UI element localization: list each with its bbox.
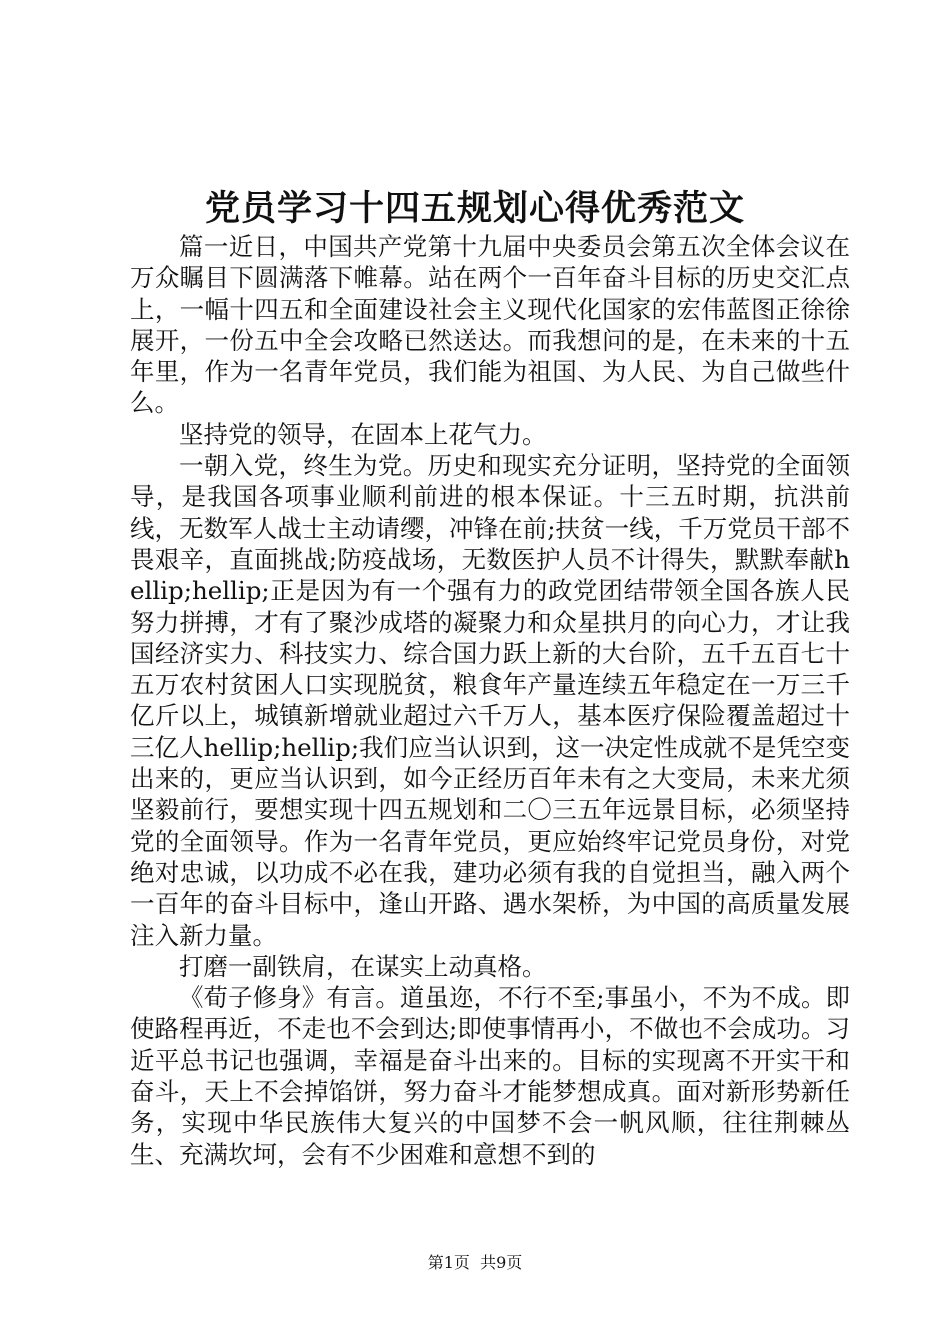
paragraph-heading-shoulders: 打磨一副铁肩，在谋实上动真格。 [179,951,547,981]
document-title: 党员学习十四五规划心得优秀范文 [204,188,745,229]
paragraph-intro: 篇一近日，中国共产党第十九届中央委员会第五次全体会议在万众瞩目下圆满落下帷幕。站在两个一百年奋斗目标的历史交汇点上，一幅十四五和全面建设社会主义现代化国家的宏伟蓝图正徐徐展开，一份五中全会攻略已然送达。而我想问的是，在未来的十五年里，作为一名青年党员，我们能为祖国、为人民、为自己做些什么。 [130,232,850,418]
document-body [130,231,850,1170]
paragraph-leadership: 一朝入党，终生为党。历史和现实充分证明，坚持党的全面领导，是我国各项事业顺利前进的根本保证。十三五时期，抗洪前线，无数军人战士主动请缨，冲锋在前;扶贫一线，千万党员干部不畏艰辛，直面挑战;防疫战场，无数医护人员不计得失，默默奉献hellip;hellip;正是因为有一个强有力的政党团结带领全国各族人民努力拼搏，才有了聚沙成塔的凝聚力和众星拱月的向心力，才让我国经济实力、科技实力、综合国力跃上新的大台阶，五千五百七十五万农村贫困人口实现脱贫，粮食年产量连续五年稳定在一万三千亿斤以上，城镇新增就业超过六千万人，基本医疗保险覆盖超过十三亿人hellip;hellip;我们应当认识到，这一决定性成就不是凭空变出来的，更应当认识到，如今正经历百年未有之大变局，未来尤须坚毅前行，要想实现十四五规划和二〇三五年远景目标，必须坚持党的全面领导。作为一名青年党员，更应始终牢记党员身份，对党绝对忠诚，以功成不必在我，建功必须有我的自觉担当，融入两个一百年的奋斗目标中，逢山开路、遇水架桥，为中国的高质量发展注入新力量。 [130,451,850,950]
paragraph-xunzi: 《荀子修身》有言。道虽迩，不行不至;事虽小，不为不成。即使路程再近，不走也不会到达;即使事情再小，不做也不会成功。习近平总书记也强调，幸福是奋斗出来的。目标的实现离不开实干和奋斗，天上不会掉馅饼，努力奋斗才能梦想成真。面对新形势新任务，实现中华民族伟大复兴的中国梦不会一帆风顺，往往荆棘丛生、充满坎坷，会有不少困难和意想不到的 [130,983,850,1169]
page-number-footer: 第1页 共9页 [427,1253,523,1272]
paragraph-heading-leadership: 坚持党的领导，在固本上花气力。 [179,419,547,449]
